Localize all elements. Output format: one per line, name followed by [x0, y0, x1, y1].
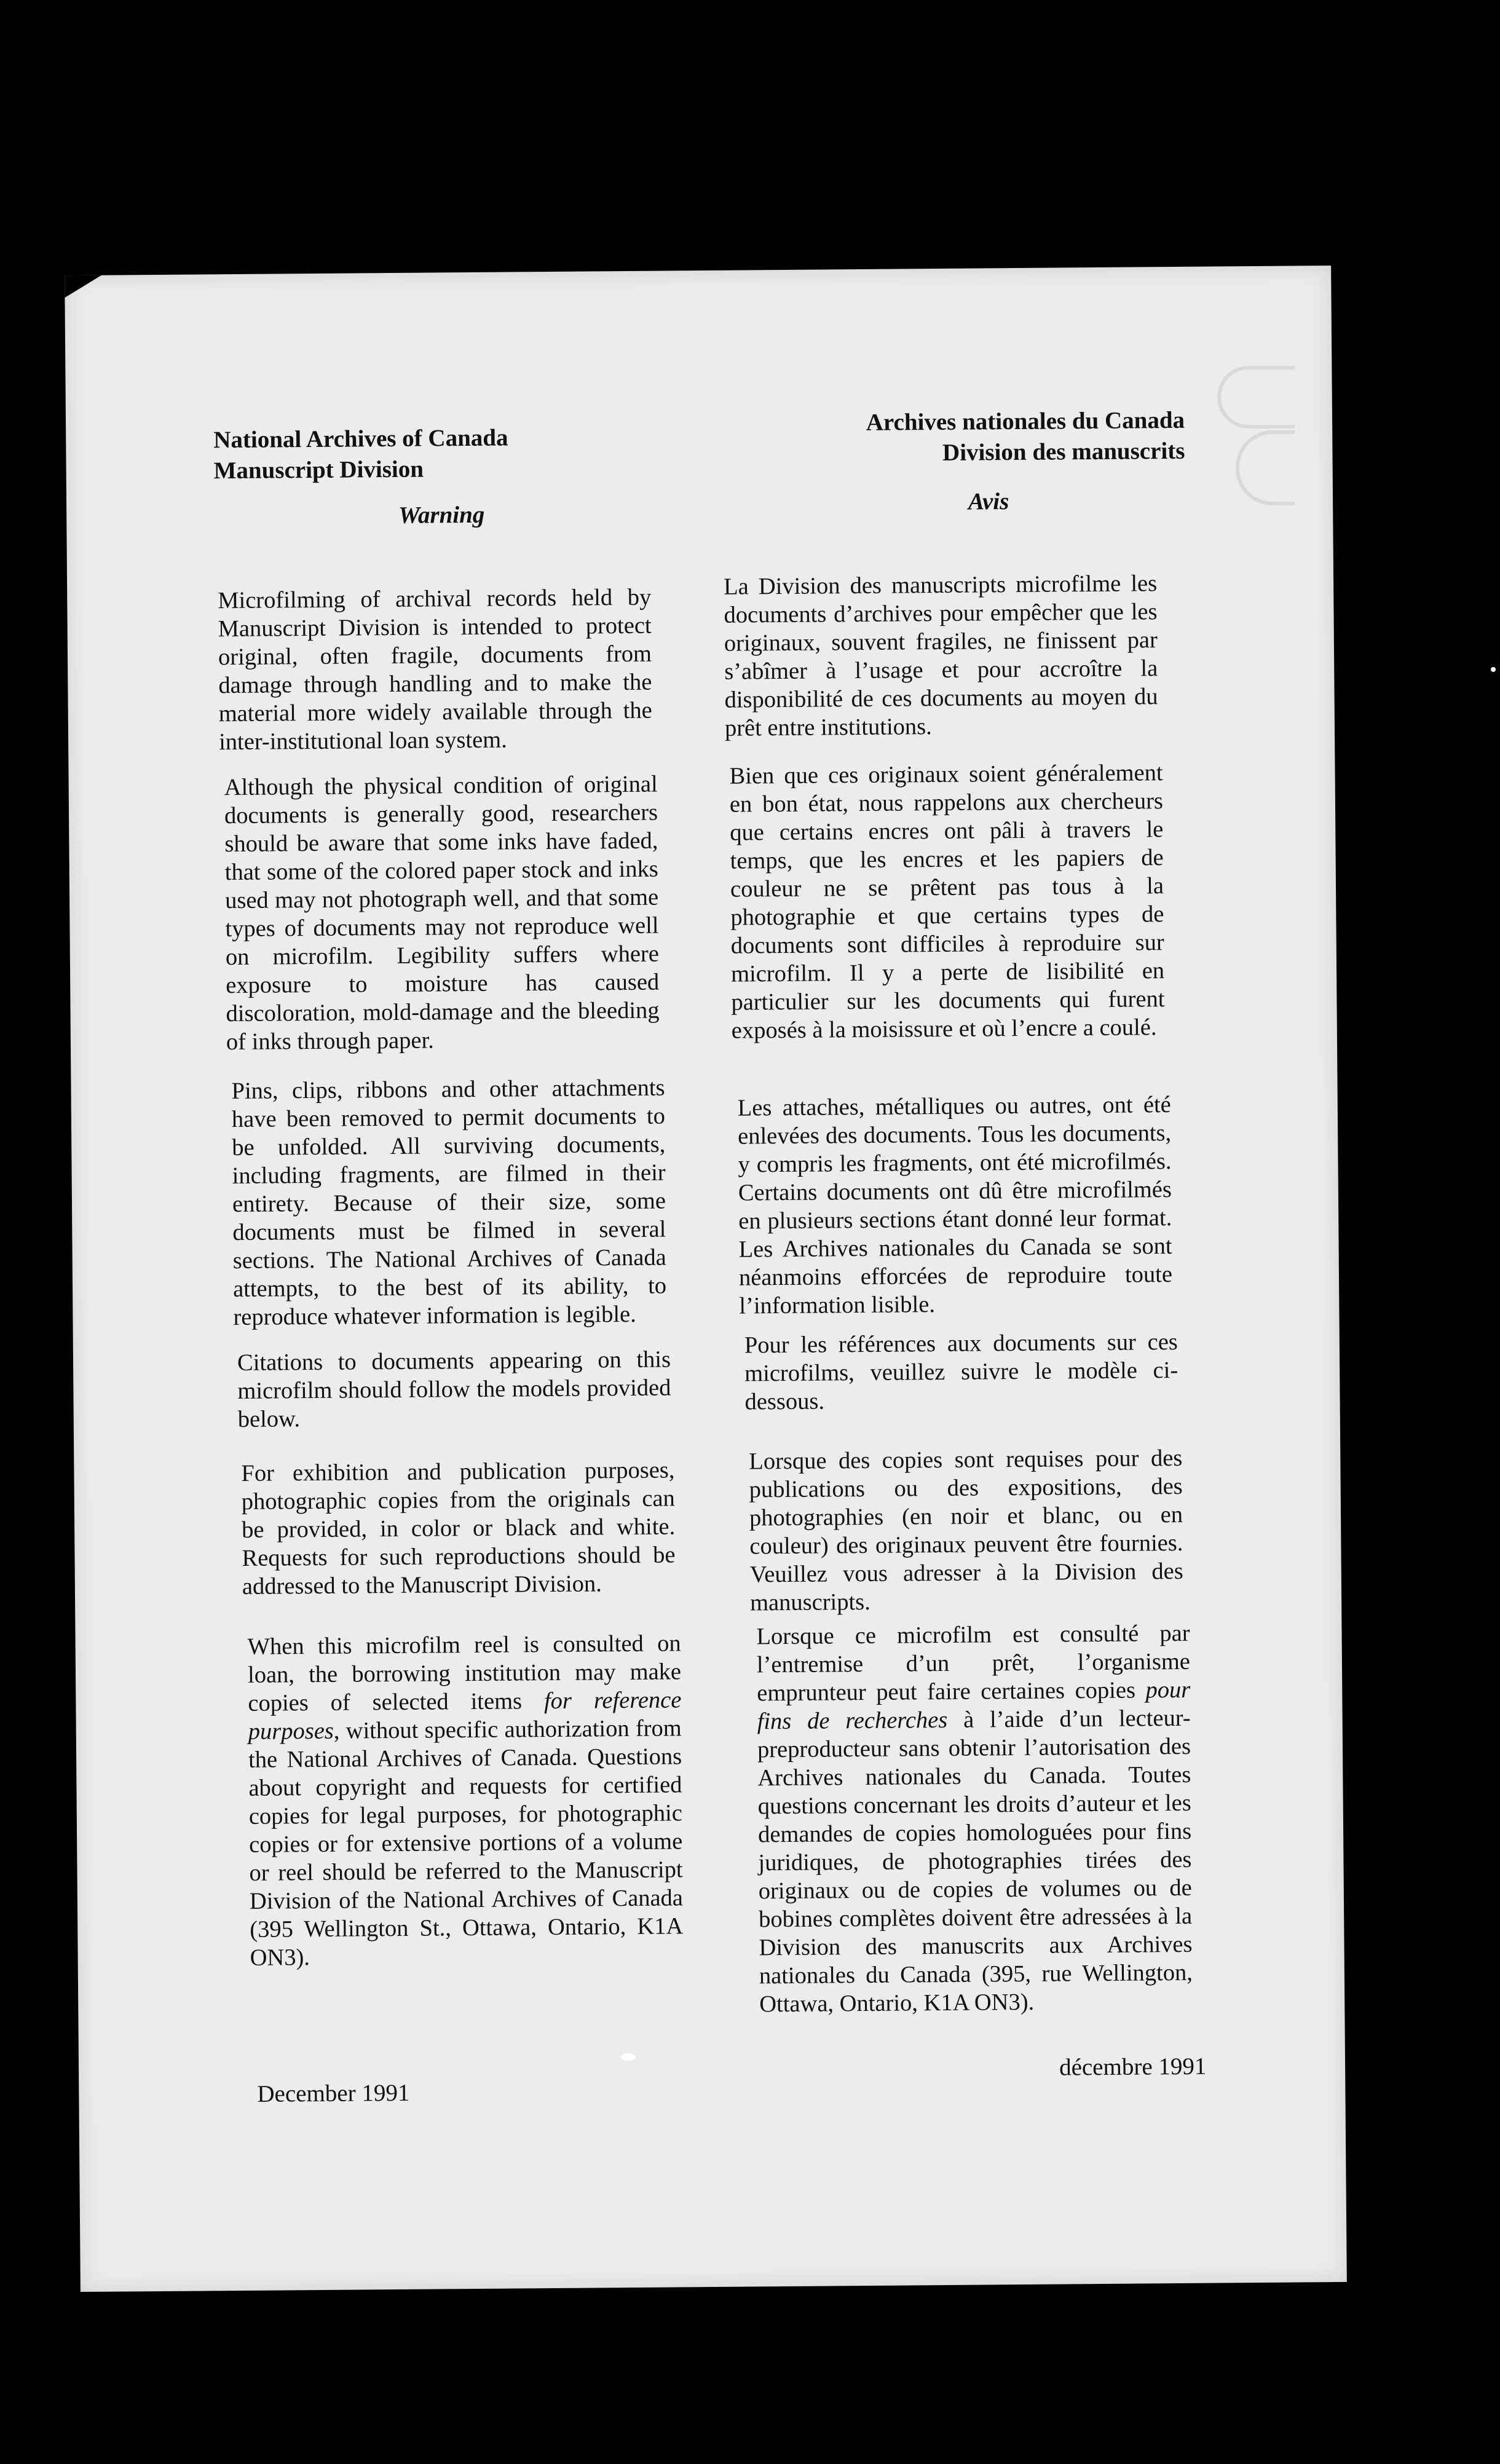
- left-paragraph-6: [247, 1629, 683, 1972]
- left-paragraph-1: Microfilming of archival records held by Manuscript Division is intended to protect original, often fragile, documents from damage through handling and to make the material more widely available through the inter-institutional loan system.: [218, 584, 652, 756]
- right-paragraph-5: Lorsque des copies sont requises pour des publications ou des expositions, des photographies (en noir et blanc, ou en couleur) des originaux peuvent être fournies. Veuillez vous adresser à la Division des manuscripts.: [749, 1445, 1183, 1616]
- right-p6-italic: pour fins de recherches: [757, 1676, 1191, 1735]
- left-org-name: National Archives of Canada: [213, 424, 508, 454]
- right-org-name: Archives nationales du Canada: [866, 406, 1185, 436]
- left-p6-text-b: , without specific authorization from the National Archives of Canada. Questions about copyright and requests for certified copies for legal purposes, for photographic copies or for extensive portions of a volume or reel should be referred to the Manuscript Division of the National Archives of Canada (395 Wellington St., Ottawa, Ontario, K1A ON3).: [248, 1715, 684, 1971]
- right-paragraph-6: [756, 1619, 1193, 2019]
- right-paragraph-2: Bien que ces originaux soient généralement en bon état, nous rappelons aux chercheurs que certains encres ont pâli à travers le temps, que les encres et les papiers de couleur ne se prêtent pas tous à la photographie et que certains types de documents sont difficiles à reproduire sur microfilm. Il y a perte de lisibilité en particulier sur les documents qui furent exposés à la moisissure et où l’encre a coulé.: [729, 760, 1165, 1044]
- right-date: décembre 1991: [1059, 2053, 1207, 2081]
- right-p6-text-b: à l’aide d’un lecteur-preproducteur sans obtenir l’autorisation des Archives nationales du Canada. Toutes questions concernant les droits d’auteur et les demandes de copies homologuées pour fins juridiques, de photographies tirées des originaux ou de copies de volumes ou de bobines complètes doivent être adressées à la Division des manuscrits aux Archives nationales du Canada (395, rue Wellington, Ottawa, Ontario, K1A ON3).: [757, 1705, 1193, 2018]
- dust-speck-edge: [1491, 667, 1496, 672]
- paper-curl-mark: [1217, 366, 1295, 428]
- left-p6-italic: for reference purposes: [248, 1687, 682, 1745]
- right-paragraph-3: Les attaches, métalliques ou autres, ont été enlevées des documents. Tous les documents, y compris les fragments, ont été microfilmés. Certains documents ont dû être microfilmés en plusieurs sections étant donné leur format. Les Archives nationales du Canada se sont néanmoins efforcées de reproduire toute l’information lisible.: [737, 1092, 1173, 1319]
- left-paragraph-4: Citations to documents appearing on this microfilm should follow the models provided below.: [237, 1346, 671, 1432]
- document-page: [65, 266, 1347, 2292]
- right-paragraph-1: La Division des manuscripts microfilme les documents d’archives pour empêcher que les originaux, souvent fragiles, ne finissent par s’abîmer à l’usage et pour accroître la disponibilité de ces documents au moyen du prêt entre institutions.: [723, 571, 1158, 741]
- left-paragraph-5: For exhibition and publication purposes, photographic copies from the originals can be provided, in color or black and white. Requests for such reproductions should be addressed to the Manuscript Division.: [241, 1457, 676, 1600]
- folded-corner: [65, 275, 101, 298]
- right-paragraph-4: Pour les références aux documents sur ces microfilms, veuillez suivre le modèle ci-dessous.: [744, 1329, 1178, 1415]
- right-p6-text-a: Lorsque ce microfilm est consulté par l’entremise d’un prêt, l’organisme emprunteur peut faire certaines copies: [756, 1620, 1191, 1707]
- dust-speck: [621, 2053, 636, 2061]
- left-heading: Warning: [398, 501, 485, 529]
- left-date: December 1991: [257, 2079, 410, 2107]
- right-heading: Avis: [968, 488, 1009, 515]
- left-paragraph-2: Although the physical condition of original documents is generally good, researchers should be aware that some inks have faded, that some of the colored paper stock and inks used may not photograph well, and that some types of documents may not reproduce well on microfilm. Legibility suffers where exposure to moisture has caused discoloration, mold-damage and the bleeding of inks through paper.: [224, 771, 660, 1056]
- right-division-name: Division des manuscrits: [942, 437, 1185, 466]
- left-p6-text-a: When this microfilm reel is consulted on loan, the borrowing institution may make copies of selected items: [247, 1630, 682, 1716]
- left-paragraph-3: Pins, clips, ribbons and other attachments have been removed to permit documents to be unfolded. All surviving documents, including fragments, are filmed in their entirety. Because of their size, some documents must be filmed in several sections. The National Archives of Canada attempts, to the best of its ability, to reproduce whatever information is legible.: [231, 1075, 667, 1331]
- left-division-name: Manuscript Division: [213, 456, 424, 484]
